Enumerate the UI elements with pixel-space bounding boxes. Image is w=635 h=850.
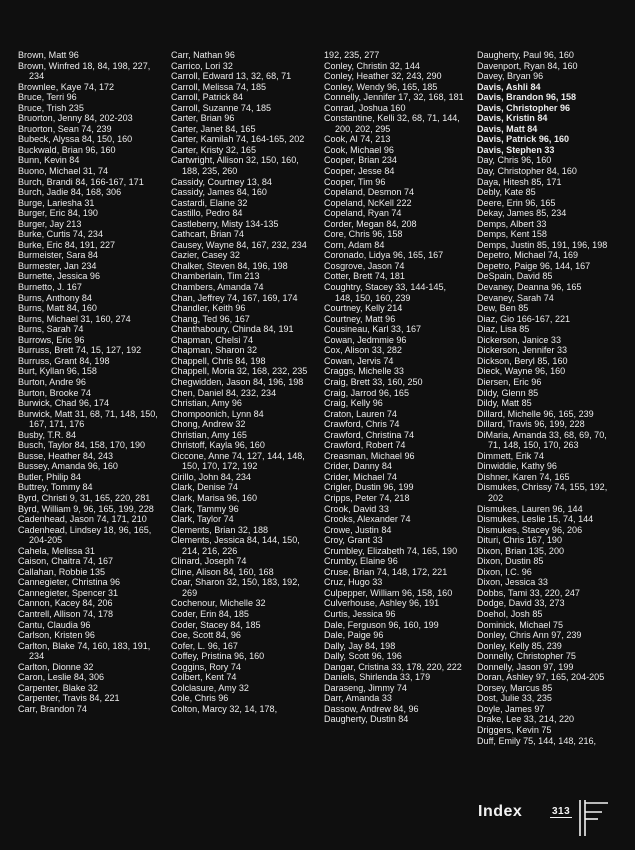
index-entry: Davis, Christopher 96 xyxy=(477,102,571,113)
index-entry: Carr, Nathan 96 xyxy=(171,50,235,60)
index-entry: Devaney, Deanna 96, 165 xyxy=(477,282,582,293)
index-entry: Craton, Lauren 74 xyxy=(324,408,397,419)
index-entry: Doyle, James 97 xyxy=(477,703,545,714)
index-entry: Colclasure, Amy 32 xyxy=(171,682,249,693)
index-entry: Crawford, Chris 74 xyxy=(324,419,400,430)
index-entry: Cassidy, James 84, 160 xyxy=(171,187,267,198)
index-entry: Chambers, Amanda 74 xyxy=(171,282,264,293)
index-entry: Buckwald, Brian 96, 160 xyxy=(18,144,116,155)
index-entry: Carlton, Blake 74, 160, 183, 191, 234 xyxy=(18,640,151,662)
index-entry: Bruce, Trish 235 xyxy=(18,102,84,113)
index-entry: Dorsey, Marcus 85 xyxy=(477,682,553,693)
index-entry: Coder, Stacey 84, 185 xyxy=(171,619,261,630)
index-entry: Busse, Heather 84, 243 xyxy=(18,450,114,461)
index-entry: Dickson, Beryl 85, 160 xyxy=(477,355,568,366)
index-entry: Diersen, Eric 96 xyxy=(477,376,542,387)
index-entry: Coggins, Rory 74 xyxy=(171,661,241,672)
index-entry: Christian, Amy 96 xyxy=(171,398,242,409)
index-entry: Cosgrove, Jason 74 xyxy=(324,260,405,271)
index-entry: Crowe, Justin 84 xyxy=(324,524,392,535)
index-entry: Dildy, Matt 85 xyxy=(477,398,532,409)
index-entry: Dale, Ferguson 96, 160, 199 xyxy=(324,619,439,630)
index-entry: Daugherty, Dustin 84 xyxy=(324,714,409,725)
index-entry: Burch, Brandi 84, 166-167, 171 xyxy=(18,176,144,187)
index-entry: Dixon, Dustin 85 xyxy=(477,556,544,567)
index-entry: Crider, Danny 84 xyxy=(324,461,392,472)
index-entry: Cantrell, Allison 74, 178 xyxy=(18,608,114,619)
index-entry: Carter, Kristy 32, 165 xyxy=(171,144,256,155)
index-entry: Burnette, Jessica 96 xyxy=(18,271,100,282)
index-entry: Corn, Adam 84 xyxy=(324,239,385,250)
index-entry: Cofer, L. 96, 167 xyxy=(171,640,238,651)
index-entry: Bussey, Amanda 96, 160 xyxy=(18,461,118,472)
index-entry: Culverhouse, Ashley 96, 191 xyxy=(324,598,440,609)
index-entry: Daugherty, Paul 96, 160 xyxy=(477,50,574,60)
index-entry: Buttrey, Tommy 84 xyxy=(18,482,93,493)
index-column-1 xyxy=(18,50,159,820)
index-entry: Clark, Marisa 96, 160 xyxy=(171,492,257,503)
index-entry: Dale, Paige 96 xyxy=(324,630,384,641)
index-entry: Coe, Scott 84, 96 xyxy=(171,630,241,641)
index-entry: Clark, Taylor 74 xyxy=(171,514,234,525)
index-entry: Chegwidden, Jason 84, 196, 198 xyxy=(171,376,304,387)
index-entry: Constantine, Kelli 32, 68, 71, 144, 200, 202, 295 xyxy=(324,113,460,134)
index-entry: Bunn, Kevin 84 xyxy=(18,155,80,166)
index-entry: Clark, Denise 74 xyxy=(171,482,238,493)
index-entry: Conrad, Joshua 160 xyxy=(324,102,406,113)
index-entry: Bubeck, Alyssa 84, 150, 160 xyxy=(18,134,133,145)
index-entry: Coughtry, Stacey 33, 144-145, 148, 150, 160, 239 xyxy=(324,282,447,303)
index-entry: Davis, Brandon 96, 158 xyxy=(477,92,577,103)
index-entry: Dangar, Cristina 33, 178, 220, 222 xyxy=(324,661,462,672)
index-entry: Drake, Lee 33, 214, 220 xyxy=(477,714,575,725)
index-entry: Dominick, Michael 75 xyxy=(477,619,563,630)
index-entry: Colbert, Kent 74 xyxy=(171,672,237,683)
index-entry: Diaz, Lisa 85 xyxy=(477,324,530,335)
index-entry: Dismukes, Lauren 96, 144 xyxy=(477,503,583,514)
index-entry: Cook, Al 74, 213 xyxy=(324,134,391,145)
index-entry: Carpenter, Blake 32 xyxy=(18,682,98,693)
index-entry: Burrows, Eric 96 xyxy=(18,334,85,345)
index-entry: Buono, Michael 31, 74 xyxy=(18,166,109,177)
index-entry: Carrico, Lori 32 xyxy=(171,60,233,71)
index-entry: Coder, Erin 84, 185 xyxy=(171,608,249,619)
index-entry: Caron, Leslie 84, 306 xyxy=(18,672,105,683)
index-entry: Cathcart, Brian 74 xyxy=(171,229,244,240)
index-entry: Cotter, Brett 74, 181 xyxy=(324,271,405,282)
index-entry: Donnelly, Christopher 75 xyxy=(477,651,576,662)
index-entry: Davey, Bryan 96 xyxy=(477,71,544,82)
index-entry: Dillard, Michelle 96, 165, 239 xyxy=(477,408,594,419)
index-entry: Carlson, Kristen 96 xyxy=(18,630,95,641)
index-entry: Burton, Brooke 74 xyxy=(18,387,91,398)
index-entry: Carlton, Dionne 32 xyxy=(18,661,94,672)
index-entry: Cook, Michael 96 xyxy=(324,144,394,155)
index-entry: Causey, Wayne 84, 167, 232, 234 xyxy=(171,239,307,250)
footer-title: Index xyxy=(478,803,523,820)
index-entry: Cripps, Peter 74, 218 xyxy=(324,492,410,503)
index-entry: DeSpain, David 85 xyxy=(477,271,553,282)
index-entry: Dickerson, Jennifer 33 xyxy=(477,345,568,356)
index-entry: Cadenhead, Jason 74, 171, 210 xyxy=(18,514,147,525)
index-entry: Brown, Matt 96 xyxy=(18,50,79,60)
index-entry: Cousineau, Karl 33, 167 xyxy=(324,324,422,335)
index-entry: Burns, Matt 84, 160 xyxy=(18,303,97,314)
index-entry: Core, Chris 96, 158 xyxy=(324,229,403,240)
index-entry: Cannegieter, Spencer 31 xyxy=(18,587,119,598)
index-entry: Dekay, James 85, 234 xyxy=(477,208,567,219)
index-entry: Dost, Julie 33, 235 xyxy=(477,693,552,704)
index-entry: Busch, Taylor 84, 158, 170, 190 xyxy=(18,440,146,451)
index-entry: Christian, Amy 165 xyxy=(171,429,247,440)
index-entry: Dishner, Karen 74, 165 xyxy=(477,471,570,482)
index-column-4 xyxy=(477,50,618,820)
index-entry: Dodge, David 33, 273 xyxy=(477,598,565,609)
index-entry: Diaz, Gio 166-167, 221 xyxy=(477,313,571,324)
index-entry: Butler, Philip 84 xyxy=(18,471,81,482)
index-entry: Chapman, Chelsi 74 xyxy=(171,334,253,345)
index-entry: Cahela, Melissa 31 xyxy=(18,545,95,556)
index-entry: Cantu, Claudia 96 xyxy=(18,619,91,630)
index-entry: Dassow, Andrew 84, 96 xyxy=(324,703,419,714)
index-entry: Chanthaboury, Chinda 84, 191 xyxy=(171,324,294,335)
index-entry: Burger, Eric 84, 190 xyxy=(18,208,98,219)
index-entry: Chamberlain, Tim 213 xyxy=(171,271,260,282)
index-entry: Corder, Megan 84, 208 xyxy=(324,218,417,229)
index-entry: Crooks, Alexander 74 xyxy=(324,514,411,525)
index-entry: Cowan, Jedmmie 96 xyxy=(324,334,407,345)
index-entry: Creasman, Michael 96 xyxy=(324,450,415,461)
index-entry: Burruss, Brett 74, 15, 127, 192 xyxy=(18,345,142,356)
index-entry: Chan, Jeffrey 74, 167, 169, 174 xyxy=(171,292,298,303)
index-entry: Cooper, Tim 96 xyxy=(324,176,386,187)
index-entry: Cazier, Casey 32 xyxy=(171,250,240,261)
index-entry: Dixon, I.C. 96 xyxy=(477,566,532,577)
index-entry: Cooper, Jesse 84 xyxy=(324,166,395,177)
index-entry: Culpepper, William 96, 158, 160 xyxy=(324,587,453,598)
index-entry: Carpenter, Travis 84, 221 xyxy=(18,693,120,704)
index-entry: Crawford, Robert 74 xyxy=(324,440,406,451)
index-entry: Demps, Kent 158 xyxy=(477,229,547,240)
index-entry: Cole, Chris 96 xyxy=(171,693,229,704)
index-entry: Cartwright, Allison 32, 150, 160, 188, 235, 260 xyxy=(171,155,299,177)
index-entry: Crider, Michael 74 xyxy=(324,471,397,482)
index-entry: Dickerson, Janice 33 xyxy=(477,334,561,345)
index-entry: Conley, Heather 32, 243, 290 xyxy=(324,71,442,82)
index-entry: Burke, Curtis 74, 234 xyxy=(18,229,103,240)
yearbook-logo-icon xyxy=(578,798,618,838)
index-column-2 xyxy=(171,50,312,820)
index-entry: Dismukes, Leslie 15, 74, 144 xyxy=(477,514,594,525)
index-entry: 192, 235, 277 xyxy=(324,50,380,60)
index-entry: Daraseng, Jimmy 74 xyxy=(324,682,407,693)
index-entry: Burt, Kyllan 96, 158 xyxy=(18,366,97,377)
index-entry: Crook, David 33 xyxy=(324,503,389,514)
index-entry: Cadenhead, Lindsey 18, 96, 165, 204-205 xyxy=(18,524,152,546)
index-entry: Dew, Ben 85 xyxy=(477,303,529,314)
index-entry: Dismukes, Chrissy 74, 155, 192, 202 xyxy=(477,482,608,503)
index-entry: Coronado, Lidya 96, 165, 167 xyxy=(324,250,444,261)
index-entry: Dieck, Wayne 96, 160 xyxy=(477,366,566,377)
index-entry: Chalker, Steven 84, 196, 198 xyxy=(171,260,288,271)
index-entry: Copeland, Ryan 74 xyxy=(324,208,402,219)
index-entry: Burruss, Grant 84, 198 xyxy=(18,355,110,366)
index-entry: Craig, Jarrod 96, 165 xyxy=(324,387,409,398)
index-entry: Dally, Jay 84, 198 xyxy=(324,640,396,651)
index-entry: Crumby, Elaine 96 xyxy=(324,556,398,567)
index-entry: Darr, Amanda 33 xyxy=(324,693,392,704)
index-entry: Burmeister, Sara 84 xyxy=(18,250,98,261)
index-entry: Dally, Scott 96, 196 xyxy=(324,651,402,662)
index-entry: Chang, Ted 96, 167 xyxy=(171,313,250,324)
index-entry: Donley, Kelly 85, 239 xyxy=(477,640,562,651)
index-entry: Byrd, Christi 9, 31, 165, 220, 281 xyxy=(18,492,151,503)
index-entry: Bruorton, Jenny 84, 202-203 xyxy=(18,113,133,124)
index-entry: Carter, Janet 84, 165 xyxy=(171,123,256,134)
index-entry: Daniels, Shirlenda 33, 179 xyxy=(324,672,431,683)
index-entry: Cruse, Brian 74, 148, 172, 221 xyxy=(324,566,448,577)
index-entry: Burke, Eric 84, 191, 227 xyxy=(18,239,116,250)
index-entry: Burmester, Jan 234 xyxy=(18,260,97,271)
index-entry: Dildy, Glenn 85 xyxy=(477,387,539,398)
index-entry: Byrd, William 9, 96, 165, 199, 228 xyxy=(18,503,154,514)
index-entry: Croy, Grant 33 xyxy=(324,535,383,546)
index-entry: Castardi, Elaine 32 xyxy=(171,197,248,208)
index-entry: DiMaria, Amanda 33, 68, 69, 70, 71, 148, 150, 170, 263 xyxy=(477,429,607,451)
index-entry: Driggers, Kevin 75 xyxy=(477,725,552,735)
index-entry: Bruorton, Sean 74, 239 xyxy=(18,123,112,134)
index-entry: Curtis, Jessica 96 xyxy=(324,608,396,619)
index-entry: Burnetto, J. 167 xyxy=(18,282,82,293)
index-columns xyxy=(18,50,618,820)
index-entry: Burns, Anthony 84 xyxy=(18,292,92,303)
index-entry: Coffey, Pristina 96, 160 xyxy=(171,651,265,662)
index-entry: Caison, Chaitra 74, 167 xyxy=(18,556,114,567)
index-entry: Chappell, Chris 84, 198 xyxy=(171,355,266,366)
page-number: 313 xyxy=(552,806,571,817)
index-entry: Christoff, Kayla 96, 160 xyxy=(171,440,265,451)
index-entry: Debly, Kate 85 xyxy=(477,187,536,198)
index-entry: Chong, Andrew 32 xyxy=(171,419,246,430)
index-entry: Burwick, Matt 31, 68, 71, 148, 150, 167, 171, 176 xyxy=(18,408,158,430)
index-entry: Brownlee, Kaye 74, 172 xyxy=(18,81,115,92)
index-entry: Cirillo, John 84, 234 xyxy=(171,471,251,482)
index-entry: Coar, Sharon 32, 150, 183, 192, 269 xyxy=(171,577,300,598)
index-entry: Deere, Erin 96, 165 xyxy=(477,197,556,208)
index-entry: Davis, Kristin 84 xyxy=(477,113,548,124)
index-entry: Craig, Brett 33, 160, 250 xyxy=(324,376,423,387)
index-entry: Carter, Brian 96 xyxy=(171,113,235,124)
index-entry: Carter, Kamilah 74, 164-165, 202 xyxy=(171,134,305,145)
index-entry: Davis, Matt 84 xyxy=(477,123,538,134)
index-entry: Demps, Albert 33 xyxy=(477,218,547,229)
index-entry: Carroll, Patrick 84 xyxy=(171,92,243,103)
index-entry: Craig, Kelly 96 xyxy=(324,398,383,409)
index-entry: Colton, Marcy 32, 14, 178, xyxy=(171,703,278,714)
index-entry: Cline, Alison 84, 160, 168 xyxy=(171,566,274,577)
index-entry: Burch, Jadie 84, 168, 306 xyxy=(18,187,122,198)
index-entry: Carroll, Melissa 74, 185 xyxy=(171,81,267,92)
index-entry: Burns, Sarah 74 xyxy=(18,324,84,335)
index-entry: Crawford, Christina 74 xyxy=(324,429,415,440)
index-entry: Davenport, Ryan 84, 160 xyxy=(477,60,578,71)
index-entry: Clark, Tammy 96 xyxy=(171,503,239,514)
index-entry: Cannegieter, Christina 96 xyxy=(18,577,121,588)
index-entry: Carroll, Edward 13, 32, 68, 71 xyxy=(171,71,292,82)
index-entry: Day, Chris 96, 160 xyxy=(477,155,552,166)
index-column-3 xyxy=(324,50,465,820)
index-entry: Donnelly, Jason 97, 199 xyxy=(477,661,574,672)
index-entry: Burns, Michael 31, 160, 274 xyxy=(18,313,131,324)
index-entry: Dobbs, Tami 33, 220, 247 xyxy=(477,587,580,598)
index-entry: Davis, Stephen 33 xyxy=(477,144,555,155)
index-entry: Cochenour, Michelle 32 xyxy=(171,598,266,609)
index-entry: Castillo, Pedro 84 xyxy=(171,208,243,219)
index-entry: Ciccone, Anne 74, 127, 144, 148, 150, 170, 172, 192 xyxy=(171,450,305,472)
index-entry: Bruce, Terri 96 xyxy=(18,92,77,103)
index-entry: Clements, Jessica 84, 144, 150, 214, 216, 226 xyxy=(171,535,300,556)
index-entry: Dixon, Brian 135, 200 xyxy=(477,545,565,556)
index-entry: Day, Christopher 84, 160 xyxy=(477,166,577,177)
index-entry: Burton, Andre 96 xyxy=(18,376,86,387)
index-entry: Busby, T.R. 84 xyxy=(18,429,76,440)
index-entry: Daya, Hitesh 85, 171 xyxy=(477,176,562,187)
index-entry: Crumbley, Elizabeth 74, 165, 190 xyxy=(324,545,458,556)
index-entry: Chompoonich, Lynn 84 xyxy=(171,408,264,419)
index-entry: Carr, Brandon 74 xyxy=(18,703,87,714)
index-entry: Demps, Justin 85, 191, 196, 198 xyxy=(477,239,608,250)
index-entry: Dismukes, Stacey 96, 206 xyxy=(477,524,583,535)
index-entry: Clinard, Joseph 74 xyxy=(171,556,247,567)
index-entry: Cruz, Hugo 33 xyxy=(324,577,383,588)
index-entry: Burger, Jay 213 xyxy=(18,218,82,229)
index-entry: Chen, Daniel 84, 232, 234 xyxy=(171,387,277,398)
index-entry: Courtney, Matt 96 xyxy=(324,313,396,324)
index-entry: Copeland, Desmon 74 xyxy=(324,187,415,198)
index-entry: Callahan, Robbie 135 xyxy=(18,566,106,577)
index-entry: Courtney, Kelly 214 xyxy=(324,303,403,314)
index-entry: Davis, Ashli 84 xyxy=(477,81,541,92)
index-entry: Carroll, Suzanne 74, 185 xyxy=(171,102,272,113)
index-entry: Brown, Winfred 18, 84, 198, 227, 234 xyxy=(18,60,151,82)
index-entry: Duff, Emily 75, 144, 148, 216, xyxy=(477,735,597,746)
index-entry: Clements, Brian 32, 188 xyxy=(171,524,269,535)
index-entry: Cannon, Kacey 84, 206 xyxy=(18,598,113,609)
index-entry: Devaney, Sarah 74 xyxy=(477,292,554,303)
index-entry: Dillard, Travis 96, 199, 228 xyxy=(477,419,585,430)
index-entry: Dimmett, Erik 74 xyxy=(477,450,544,461)
index-entry: Dituri, Chris 167, 190 xyxy=(477,535,562,546)
page-footer xyxy=(478,798,628,838)
index-entry: Castleberry, Misty 134-135 xyxy=(171,218,279,229)
index-entry: Copeland, NcKell 222 xyxy=(324,197,412,208)
index-entry: Cox, Alison 33, 282 xyxy=(324,345,402,356)
index-entry: Dinwiddie, Kathy 96 xyxy=(477,461,557,472)
index-entry: Dixon, Jessica 33 xyxy=(477,577,548,588)
index-entry: Conley, Christin 32, 144 xyxy=(324,60,420,71)
index-entry: Burwick, Chad 96, 174 xyxy=(18,398,110,409)
index-entry: Chappell, Moria 32, 168, 232, 235 xyxy=(171,366,308,377)
index-entry: Depetro, Michael 74, 169 xyxy=(477,250,579,261)
index-entry: Burge, Lariesha 31 xyxy=(18,197,95,208)
index-entry: Depetro, Paige 96, 144, 167 xyxy=(477,260,591,271)
index-entry: Conley, Wendy 96, 165, 185 xyxy=(324,81,438,92)
index-entry: Cassidy, Courtney 13, 84 xyxy=(171,176,272,187)
index-entry: Craggs, Michelle 33 xyxy=(324,366,404,377)
index-entry: Cooper, Brian 234 xyxy=(324,155,397,166)
index-entry: Doran, Ashley 97, 165, 204-205 xyxy=(477,672,605,683)
index-entry: Chandler, Keith 96 xyxy=(171,303,246,314)
index-entry: Davis, Patrick 96, 160 xyxy=(477,134,570,145)
index-entry: Chapman, Sharon 32 xyxy=(171,345,258,356)
index-entry: Donley, Chris Ann 97, 239 xyxy=(477,630,582,641)
index-entry: Cowan, Jervis 74 xyxy=(324,355,394,366)
index-entry: Crigler, Dustin 96, 199 xyxy=(324,482,414,493)
index-entry: Doehol, Josh 85 xyxy=(477,608,543,619)
index-entry: Connelly, Jennifer 17, 32, 168, 181 xyxy=(324,92,464,103)
